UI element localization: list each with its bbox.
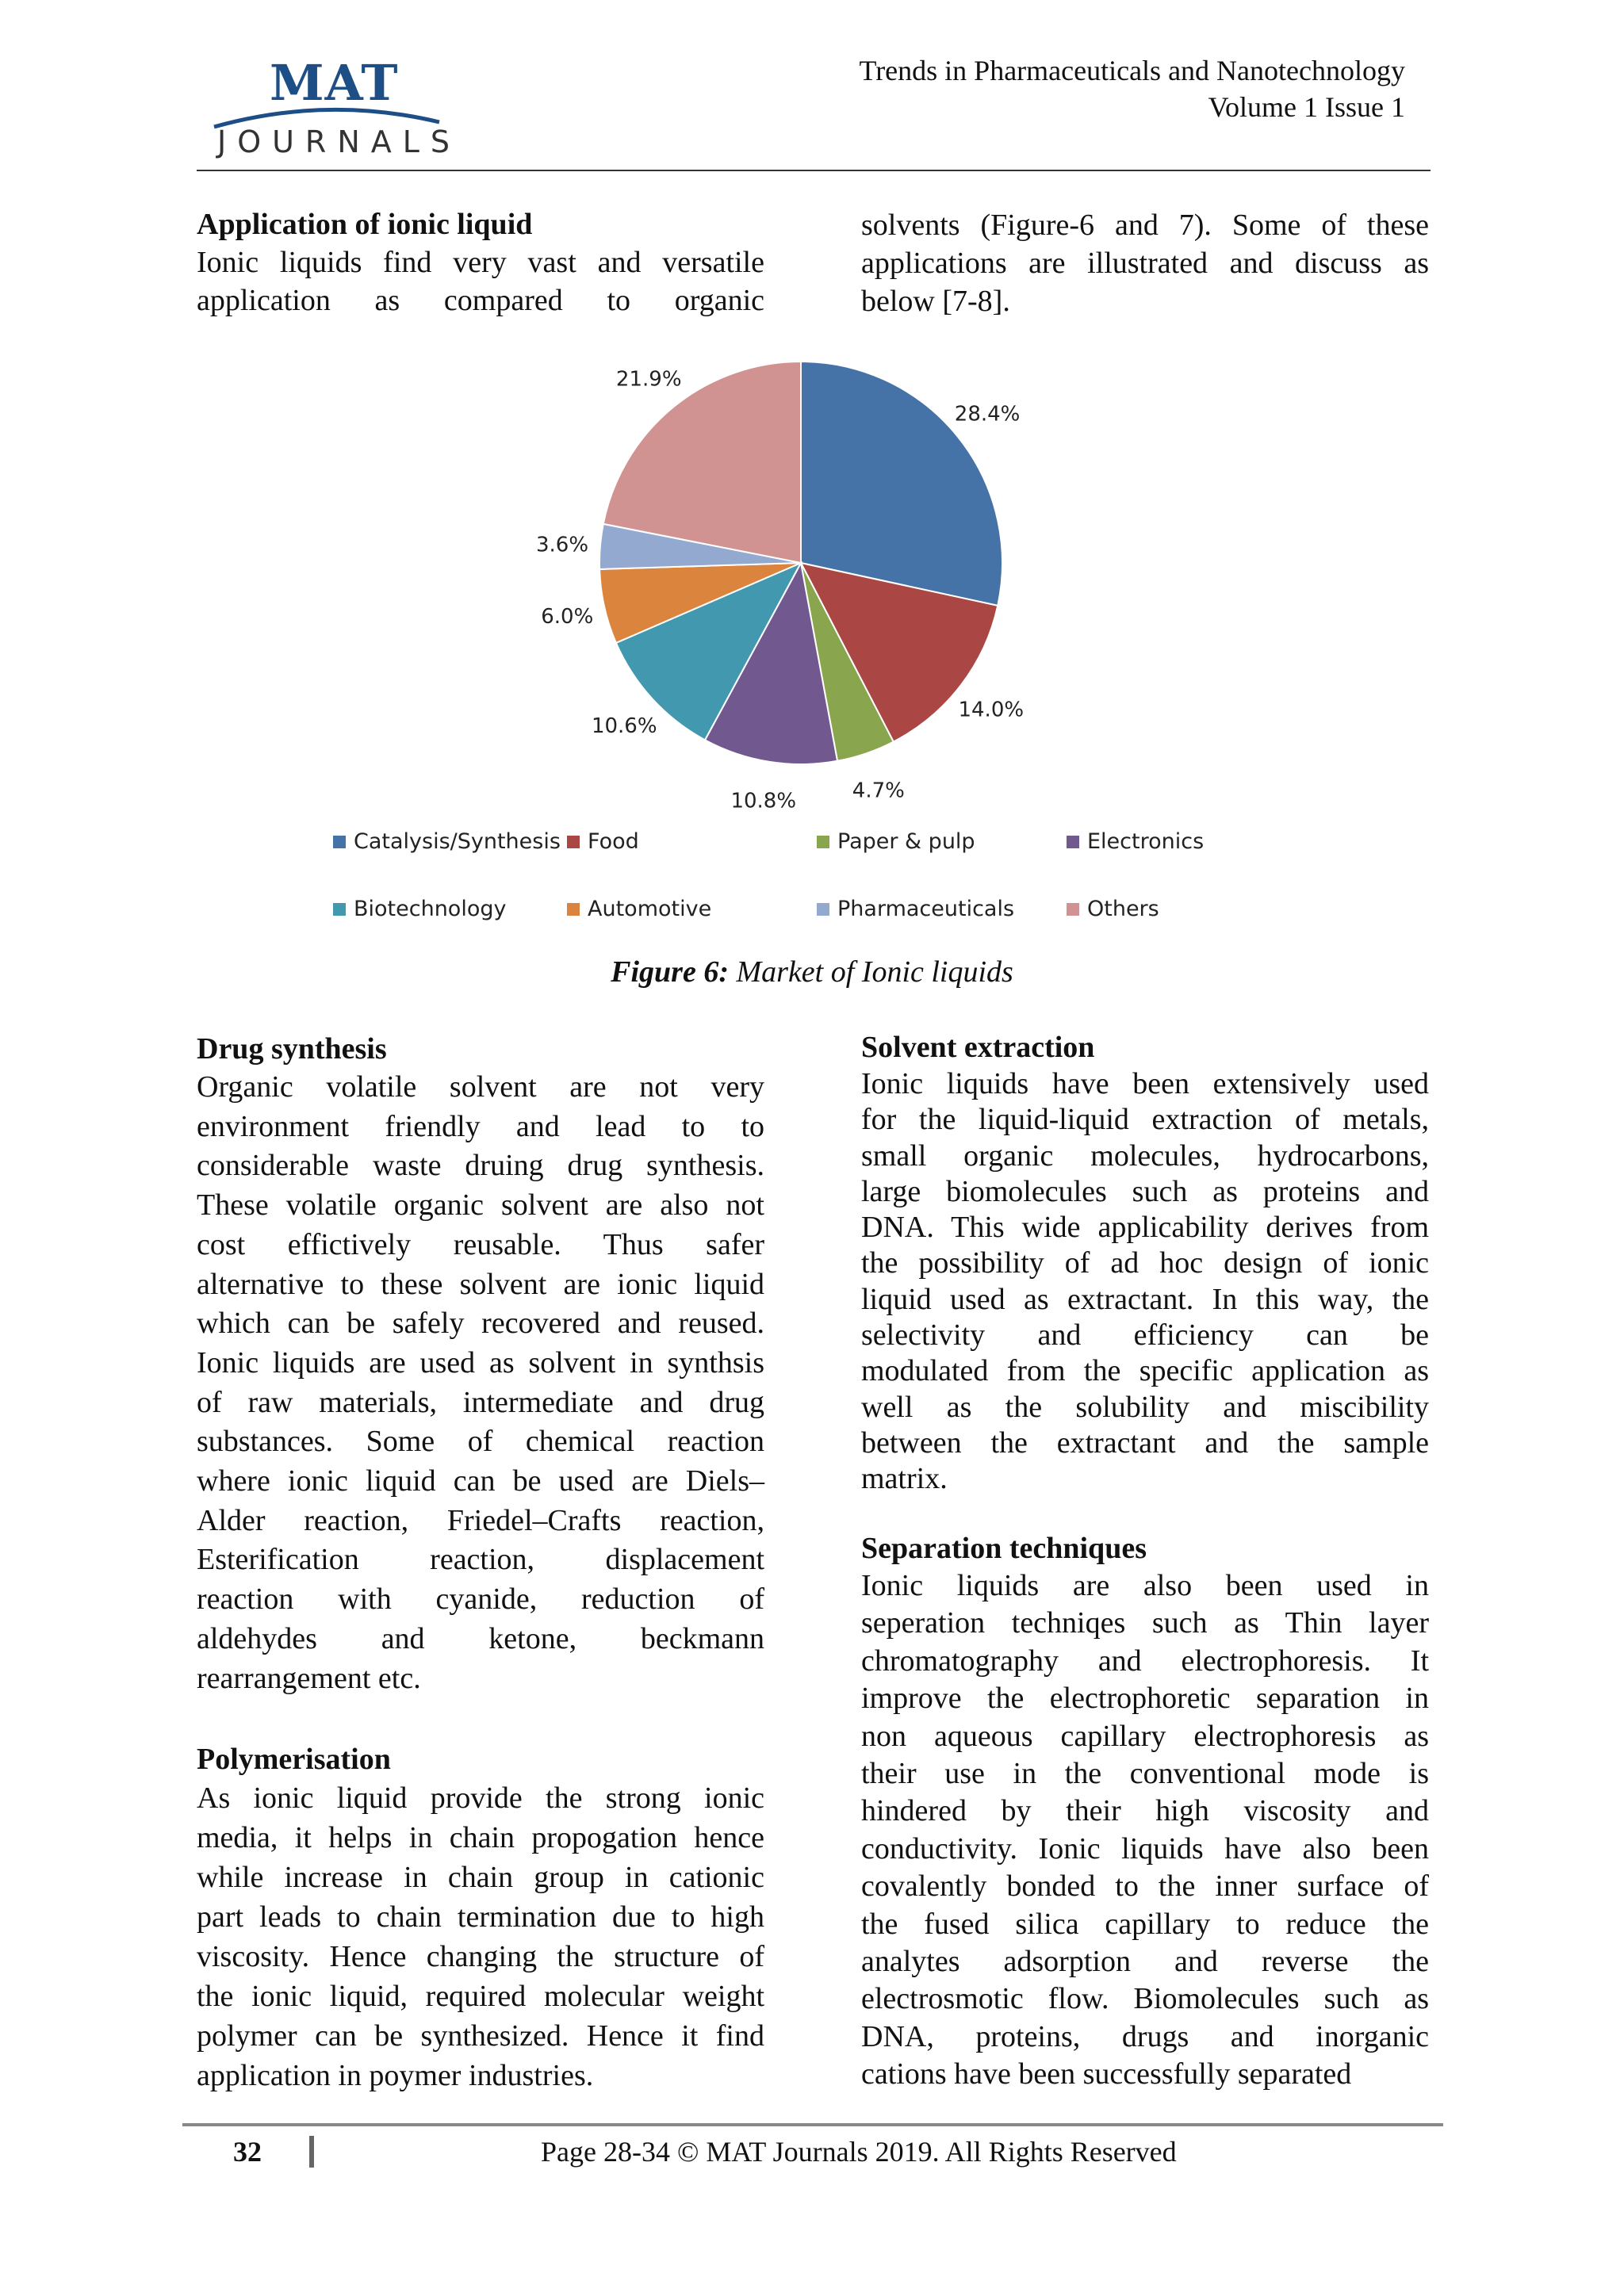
separation-heading: Separation techniques — [861, 1532, 1147, 1565]
text-line: media, it helps in chain propogation hence — [197, 1821, 764, 1854]
text-line: which can be safely recovered and reused. — [197, 1307, 764, 1341]
text-line: covalently bonded to the inner surface of — [861, 1869, 1429, 1904]
text-line: selectivity and efficiency can be — [861, 1318, 1429, 1353]
legend-label: Catalysis/Synthesis — [354, 829, 561, 854]
text-line: environment friendly and lead to to — [197, 1109, 764, 1143]
text-line: cations have been successfully separated — [861, 2057, 1352, 2091]
footer-divider — [309, 2136, 314, 2168]
text-line: analytes adsorption and reverse the — [861, 1945, 1429, 1979]
polymerisation-section — [197, 1741, 764, 2095]
text-line: non aqueous capillary electrophoresis as — [861, 1719, 1429, 1753]
journal-info — [859, 52, 1405, 125]
pie-data-label: 14.0% — [958, 698, 1025, 722]
text-line: alternative to these solvent are ionic liquid — [197, 1267, 764, 1301]
text-line: for the liquid-liquid extraction of metals, — [861, 1103, 1429, 1137]
legend-swatch — [1067, 836, 1079, 848]
text-line: viscosity. Hence changing the structure of — [197, 1940, 764, 1973]
application-section-left — [197, 206, 764, 320]
application-text-right — [861, 206, 1429, 320]
text-line: application in poymer industries. — [197, 2059, 594, 2092]
text-line: polymer can be synthesized. Hence it find — [197, 2019, 764, 2053]
text-line: conductivity. Ionic liquids have also been — [861, 1831, 1429, 1866]
logo-journals-text: JOURNALS — [217, 124, 462, 159]
legend-swatch — [817, 903, 829, 916]
text-line: Esterification reaction, displacement — [197, 1543, 764, 1577]
text-line: As ionic liquid provide the strong ionic — [197, 1781, 764, 1815]
text-line: Ionic liquids find very vast and versatile — [197, 246, 764, 279]
page-number: 32 — [233, 2136, 262, 2168]
polymerisation-body — [197, 1778, 764, 2095]
application-text-left — [197, 243, 764, 320]
text-line: Ionic liquids are also been used in — [861, 1569, 1429, 1602]
text-line: of raw materials, intermediate and drug — [197, 1385, 764, 1419]
legend-swatch — [1067, 903, 1079, 916]
pie-data-label: 21.9% — [615, 367, 682, 392]
legend-label: Pharmaceuticals — [837, 897, 1015, 921]
header-rule — [197, 170, 1431, 171]
text-line: substances. Some of chemical reaction — [197, 1425, 764, 1459]
text-line: These volatile organic solvent are also not — [197, 1188, 764, 1223]
text-line: rearrangement etc. — [197, 1661, 421, 1695]
polymerisation-heading: Polymerisation — [197, 1743, 391, 1776]
text-line: large biomolecules such as proteins and — [861, 1174, 1429, 1208]
figure-caption — [0, 953, 1624, 991]
figure-caption-label: Figure 6: — [611, 955, 729, 989]
text-line: while increase in chain group in cationic — [197, 1861, 764, 1894]
journal-logo — [208, 54, 462, 159]
legend-label: Biotechnology — [354, 897, 507, 921]
figure-caption-text: Market of Ionic liquids — [736, 955, 1013, 989]
legend-swatch — [333, 903, 346, 916]
text-line: modulated from the specific application as — [861, 1354, 1429, 1388]
text-line: Alder reaction, Friedel–Crafts reaction, — [197, 1503, 764, 1537]
text-line: DNA, proteins, drugs and inorganic — [861, 2019, 1429, 2053]
pie-data-label: 10.8% — [730, 789, 797, 813]
legend-swatch — [567, 836, 580, 848]
text-line: Ionic liquids have been extensively used — [861, 1067, 1429, 1100]
text-line: Ionic liquids are used as solvent in synthsis — [197, 1345, 764, 1380]
legend-swatch — [567, 903, 580, 916]
text-line: below [7-8]. — [861, 285, 1010, 318]
text-line: the possibility of ad hoc design of ionic — [861, 1246, 1429, 1280]
text-line: DNA. This wide applicability derives from — [861, 1211, 1429, 1245]
text-line: their use in the conventional mode is — [861, 1757, 1429, 1791]
separation-body — [861, 1567, 1429, 2094]
text-line: between the extractant and the sample — [861, 1425, 1429, 1460]
text-line: where ionic liquid can be used are Diels– — [197, 1464, 764, 1498]
legend-label: Others — [1087, 897, 1159, 921]
text-line: reaction with cyanide, reduction of — [197, 1582, 764, 1617]
text-line: electrosmotic flow. Biomolecules such as — [861, 1982, 1429, 2016]
legend-label: Food — [588, 829, 639, 854]
text-line: solvents (Figure-6 and 7). Some of these — [861, 209, 1429, 242]
legend-swatch — [333, 836, 346, 848]
legend-label: Automotive — [588, 897, 712, 921]
pie-data-label: 10.6% — [591, 714, 657, 738]
legend-swatch — [817, 836, 829, 848]
text-line: the ionic liquid, required molecular weight — [197, 1980, 764, 2013]
text-line: considerable waste druing drug synthesis. — [197, 1149, 764, 1183]
logo-mat-text: MAT — [270, 54, 399, 112]
text-line: part leads to chain termination due to high — [197, 1900, 764, 1934]
pie-data-label: 6.0% — [541, 604, 594, 629]
text-line: improve the electrophoretic separation in — [861, 1682, 1429, 1716]
text-line: hindered by their high viscosity and — [861, 1794, 1429, 1828]
text-line: matrix. — [861, 1462, 948, 1496]
journal-title: Trends in Pharmaceuticals and Nanotechnology — [859, 55, 1405, 86]
text-line: seperation techniqes such as Thin layer — [861, 1606, 1429, 1640]
journal-volume: Volume 1 Issue 1 — [1208, 91, 1405, 123]
application-heading: Application of ionic liquid — [197, 208, 533, 241]
legend-label: Electronics — [1087, 829, 1205, 854]
pie-chart — [317, 349, 1269, 936]
solvent-extraction-section — [861, 1029, 1429, 1498]
text-line: the fused silica capillary to reduce the — [861, 1907, 1429, 1941]
footer-copyright: Page 28-34 © MAT Journals 2019. All Rights Reserved — [541, 2136, 1177, 2168]
text-line: application as compared to organic — [197, 284, 764, 317]
text-line: well as the solubility and miscibility — [861, 1390, 1429, 1424]
application-section-right — [861, 206, 1429, 320]
drug-synthesis-section — [197, 1031, 764, 1698]
text-line: small organic molecules, hydrocarbons, — [861, 1138, 1429, 1173]
drug-synthesis-body — [197, 1068, 764, 1698]
drug-synthesis-heading: Drug synthesis — [197, 1032, 387, 1066]
text-line: aldehydes and ketone, beckmann — [197, 1621, 764, 1655]
footer-rule — [182, 2123, 1443, 2126]
pie-data-label: 3.6% — [535, 533, 589, 557]
text-line: liquid used as extractant. In this way, the — [861, 1282, 1429, 1316]
legend-label: Paper & pulp — [837, 829, 975, 854]
pie-data-label: 28.4% — [954, 402, 1021, 427]
text-line: cost effictively reusable. Thus safer — [197, 1227, 764, 1261]
separation-section — [861, 1530, 1429, 2094]
text-line: applications are illustrated and discuss as — [861, 247, 1429, 280]
pie-data-label: 4.7% — [852, 779, 905, 803]
solvent-extraction-heading: Solvent extraction — [861, 1031, 1095, 1064]
solvent-extraction-body — [861, 1066, 1429, 1498]
text-line: Organic volatile solvent are not very — [197, 1070, 764, 1104]
text-line: chromatography and electrophoresis. It — [861, 1644, 1429, 1678]
